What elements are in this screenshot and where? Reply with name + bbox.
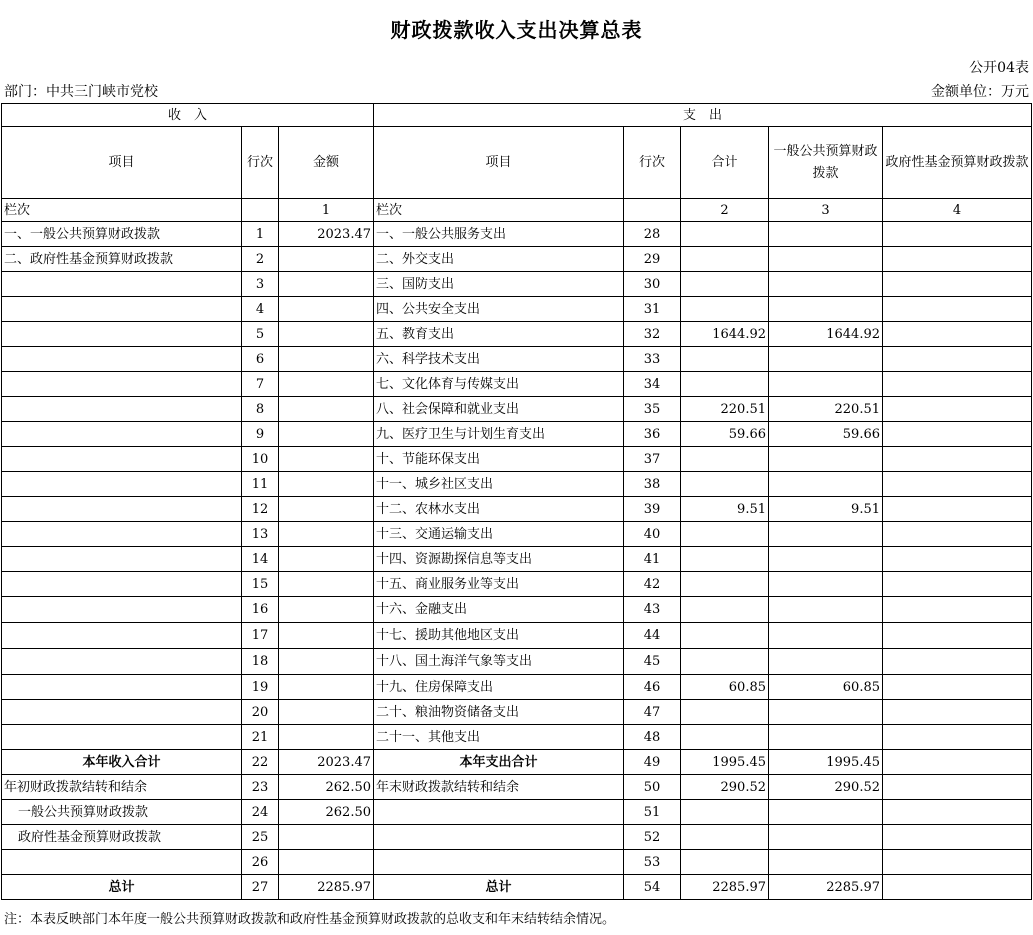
column-number-row [2,199,1032,222]
general-budget-amount-cell [769,247,883,272]
income-line-cell: 17 [242,623,279,649]
total-amount-cell [681,547,769,572]
income-item-cell: 总计 [2,875,242,900]
expense-item-cell: 七、文化体育与传媒支出 [374,372,624,397]
income-item-cell [2,497,242,522]
expense-section-header: 支 出 [374,104,1032,127]
income-item-cell [2,447,242,472]
total-amount-cell [681,247,769,272]
income-line-cell: 21 [242,725,279,750]
total-amount-cell [681,222,769,247]
general-budget-amount-cell: 1644.92 [769,322,883,347]
expense-item-cell: 十七、援助其他地区支出 [374,623,624,649]
total-amount-cell [681,800,769,825]
footnote: 注：本表反映部门本年度一般公共预算财政拨款和政府性基金预算财政拨款的总收支和年末结转结余情况。 [4,912,616,927]
gov-fund-amount-cell [883,675,1032,700]
gov-fund-amount-cell [883,297,1032,322]
total-amount-cell [681,522,769,547]
total-amount-cell [681,297,769,322]
total-amount-cell [681,597,769,623]
income-line-cell: 2 [242,247,279,272]
general-budget-amount-cell: 59.66 [769,422,883,447]
general-budget-amount-cell [769,623,883,649]
income-amount-cell [279,825,374,850]
income-item-cell [2,372,242,397]
expense-line-cell: 45 [624,649,681,675]
expense-line-cell: 49 [624,750,681,775]
gov-fund-amount-cell [883,372,1032,397]
general-budget-amount-cell [769,222,883,247]
income-amount-cell [279,447,374,472]
gov-fund-amount-cell [883,649,1032,675]
expense-line-cell: 46 [624,675,681,700]
income-line-cell: 19 [242,675,279,700]
table-row [2,222,1032,247]
income-amount-cell [279,850,374,875]
gov-fund-amount-cell [883,322,1032,347]
expense-item-cell: 二、外交支出 [374,247,624,272]
expense-item-cell: 总计 [374,875,624,900]
expense-line-cell: 38 [624,472,681,497]
column-number-1: 1 [279,199,374,222]
income-item-cell [2,649,242,675]
expense-item-cell [374,800,624,825]
expense-line-cell: 54 [624,875,681,900]
general-budget-amount-cell [769,649,883,675]
total-amount-cell: 1995.45 [681,750,769,775]
expense-line-cell: 48 [624,725,681,750]
income-item-cell [2,472,242,497]
income-line-cell: 6 [242,347,279,372]
income-item-cell [2,597,242,623]
total-amount-cell: 2285.97 [681,875,769,900]
general-budget-amount-cell: 290.52 [769,775,883,800]
total-amount-cell [681,725,769,750]
table-row [2,447,1032,472]
income-line-cell: 4 [242,297,279,322]
table-row [2,725,1032,750]
table-row [2,522,1032,547]
total-amount-cell: 9.51 [681,497,769,522]
income-amount-cell [279,522,374,547]
expense-item-header: 项目 [374,127,624,199]
expense-line-cell: 32 [624,322,681,347]
general-budget-amount-cell [769,597,883,623]
gov-fund-amount-cell [883,725,1032,750]
carryover-row [2,850,1032,875]
expense-item-cell [374,850,624,875]
column-number-3: 3 [769,199,883,222]
gov-fund-amount-cell [883,800,1032,825]
table-row [2,397,1032,422]
total-amount-cell [681,372,769,397]
expense-line-cell: 36 [624,422,681,447]
income-section-header: 收 入 [2,104,374,127]
total-amount-cell: 1644.92 [681,322,769,347]
gov-fund-amount-cell [883,247,1032,272]
general-budget-amount-cell [769,272,883,297]
table-row [2,649,1032,675]
total-amount-cell: 60.85 [681,675,769,700]
total-amount-cell [681,825,769,850]
table-row [2,472,1032,497]
expense-item-cell: 六、科学技术支出 [374,347,624,372]
expense-item-cell: 十二、农林水支出 [374,497,624,522]
general-budget-amount-cell [769,700,883,725]
expense-item-cell [374,825,624,850]
gov-fund-amount-cell [883,775,1032,800]
gov-fund-amount-cell [883,497,1032,522]
expense-item-cell: 本年支出合计 [374,750,624,775]
expense-line-cell: 40 [624,522,681,547]
table-row [2,700,1032,725]
income-amount-cell: 262.50 [279,800,374,825]
expense-line-cell: 33 [624,347,681,372]
expense-item-cell: 三、国防支出 [374,272,624,297]
expense-item-cell: 十、节能环保支出 [374,447,624,472]
income-line-cell: 9 [242,422,279,447]
expense-line-cell: 39 [624,497,681,522]
general-budget-amount-cell [769,850,883,875]
expense-line-cell: 29 [624,247,681,272]
income-item-cell [2,397,242,422]
budget-table [1,103,1032,900]
expense-line-cell: 52 [624,825,681,850]
general-budget-amount-cell: 9.51 [769,497,883,522]
carryover-row [2,800,1032,825]
table-row [2,347,1032,372]
income-amount-cell [279,322,374,347]
income-line-cell: 8 [242,397,279,422]
income-item-cell [2,725,242,750]
general-budget-amount-cell [769,547,883,572]
form-number: 公开04表 [969,60,1029,76]
income-line-cell: 20 [242,700,279,725]
income-amount-cell [279,725,374,750]
expense-line-cell: 34 [624,372,681,397]
income-amount-cell [279,472,374,497]
general-budget-amount-cell [769,472,883,497]
header-row-sections [2,104,1032,127]
income-amount-cell [279,497,374,522]
gov-fund-amount-cell [883,597,1032,623]
expense-line-cell: 53 [624,850,681,875]
total-amount-cell [681,850,769,875]
income-amount-cell [279,597,374,623]
income-line-cell: 12 [242,497,279,522]
income-item-cell [2,700,242,725]
income-item-cell [2,522,242,547]
income-item-cell [2,272,242,297]
income-amount-cell [279,397,374,422]
total-amount-cell [681,272,769,297]
income-item-cell: 政府性基金预算财政拨款 [2,825,242,850]
income-amount-cell [279,623,374,649]
income-amount-cell: 2285.97 [279,875,374,900]
income-amount-cell [279,272,374,297]
income-amount-cell [279,675,374,700]
year-total-row [2,750,1032,775]
expense-item-cell: 十八、国土海洋气象等支出 [374,649,624,675]
general-budget-amount-cell [769,522,883,547]
total-amount-cell: 220.51 [681,397,769,422]
report-title: 财政拨款收入支出决算总表 [390,18,643,42]
expense-item-cell: 十一、城乡社区支出 [374,472,624,497]
gov-fund-amount-cell [883,547,1032,572]
total-amount-cell: 290.52 [681,775,769,800]
general-budget-amount-cell: 220.51 [769,397,883,422]
expense-item-cell: 十六、金融支出 [374,597,624,623]
income-amount-cell [279,372,374,397]
general-budget-amount-cell: 2285.97 [769,875,883,900]
income-item-cell: 年初财政拨款结转和结余 [2,775,242,800]
gov-fund-header: 政府性基金预算财政拨款 [883,127,1032,199]
income-amount-cell: 2023.47 [279,750,374,775]
income-line-cell: 13 [242,522,279,547]
income-line-header: 行次 [242,127,279,199]
department-label: 部门：中共三门峡市党校 [4,84,158,100]
gov-fund-amount-cell [883,472,1032,497]
table-row [2,572,1032,597]
column-blank-cell [242,199,279,222]
carryover-row [2,775,1032,800]
expense-item-cell: 十五、商业服务业等支出 [374,572,624,597]
general-budget-amount-cell [769,447,883,472]
expense-line-cell: 35 [624,397,681,422]
income-amount-cell: 2023.47 [279,222,374,247]
expense-item-cell: 四、公共安全支出 [374,297,624,322]
expense-item-cell: 十四、资源勘探信息等支出 [374,547,624,572]
general-budget-amount-cell [769,825,883,850]
general-budget-amount-cell [769,372,883,397]
table-row [2,372,1032,397]
income-line-cell: 22 [242,750,279,775]
table-row [2,322,1032,347]
expense-line-cell: 44 [624,623,681,649]
gov-fund-amount-cell [883,447,1032,472]
total-amount-cell: 59.66 [681,422,769,447]
income-line-cell: 23 [242,775,279,800]
gov-fund-amount-cell [883,850,1032,875]
general-budget-amount-cell [769,347,883,372]
income-amount-cell [279,700,374,725]
table-row [2,547,1032,572]
carryover-row [2,825,1032,850]
income-line-cell: 26 [242,850,279,875]
income-item-cell [2,572,242,597]
table-row [2,297,1032,322]
gov-fund-amount-cell [883,222,1032,247]
expense-item-cell: 八、社会保障和就业支出 [374,397,624,422]
expense-line-cell: 41 [624,547,681,572]
income-line-cell: 10 [242,447,279,472]
income-line-cell: 7 [242,372,279,397]
income-line-cell: 15 [242,572,279,597]
gov-fund-amount-cell [883,700,1032,725]
total-amount-cell [681,572,769,597]
total-header: 合计 [681,127,769,199]
general-budget-amount-cell: 1995.45 [769,750,883,775]
total-amount-cell [681,472,769,497]
column-blank-cell [624,199,681,222]
income-amount-cell [279,297,374,322]
column-label-left: 栏次 [2,199,242,222]
income-item-cell: 一、一般公共预算财政拨款 [2,222,242,247]
expense-line-cell: 47 [624,700,681,725]
gov-fund-amount-cell [883,422,1032,447]
unit-label: 金额单位：万元 [931,84,1029,100]
expense-item-cell: 年末财政拨款结转和结余 [374,775,624,800]
expense-item-cell: 十三、交通运输支出 [374,522,624,547]
expense-line-cell: 37 [624,447,681,472]
expense-line-cell: 30 [624,272,681,297]
header-row-columns [2,127,1032,199]
table-row [2,422,1032,447]
income-item-cell [2,850,242,875]
income-line-cell: 5 [242,322,279,347]
income-item-cell: 二、政府性基金预算财政拨款 [2,247,242,272]
total-amount-cell [681,347,769,372]
table-row [2,623,1032,649]
income-line-cell: 14 [242,547,279,572]
income-amount-cell [279,547,374,572]
gov-fund-amount-cell [883,347,1032,372]
income-item-cell [2,675,242,700]
expense-line-cell: 51 [624,800,681,825]
gov-fund-amount-cell [883,875,1032,900]
income-line-cell: 1 [242,222,279,247]
income-item-cell: 一般公共预算财政拨款 [2,800,242,825]
expense-item-cell: 二十、粮油物资储备支出 [374,700,624,725]
gov-fund-amount-cell [883,750,1032,775]
expense-item-cell: 二十一、其他支出 [374,725,624,750]
total-amount-cell [681,649,769,675]
general-budget-amount-cell [769,297,883,322]
expense-line-cell: 43 [624,597,681,623]
income-item-cell [2,623,242,649]
income-amount-cell [279,572,374,597]
income-line-cell: 18 [242,649,279,675]
gov-fund-amount-cell [883,572,1032,597]
income-amount-cell [279,649,374,675]
income-item-header: 项目 [2,127,242,199]
total-amount-cell [681,447,769,472]
income-amount-cell [279,347,374,372]
grand-total-row [2,875,1032,900]
total-amount-cell [681,623,769,649]
column-number-4: 4 [883,199,1032,222]
table-row [2,247,1032,272]
total-amount-cell [681,700,769,725]
expense-item-cell: 五、教育支出 [374,322,624,347]
income-line-cell: 24 [242,800,279,825]
table-row [2,597,1032,623]
expense-line-cell: 31 [624,297,681,322]
gov-fund-amount-cell [883,623,1032,649]
table-row [2,497,1032,522]
income-amount-header: 金额 [279,127,374,199]
expense-line-cell: 50 [624,775,681,800]
income-item-cell [2,322,242,347]
income-item-cell [2,422,242,447]
expense-item-cell: 一、一般公共服务支出 [374,222,624,247]
expense-line-cell: 28 [624,222,681,247]
general-budget-amount-cell: 60.85 [769,675,883,700]
income-amount-cell [279,247,374,272]
income-item-cell [2,547,242,572]
expense-line-cell: 42 [624,572,681,597]
income-line-cell: 11 [242,472,279,497]
income-amount-cell [279,422,374,447]
expense-item-cell: 十九、住房保障支出 [374,675,624,700]
column-label-right: 栏次 [374,199,624,222]
gov-fund-amount-cell [883,522,1032,547]
expense-line-header: 行次 [624,127,681,199]
income-line-cell: 16 [242,597,279,623]
general-budget-amount-cell [769,800,883,825]
income-item-cell: 本年收入合计 [2,750,242,775]
general-budget-header: 一般公共预算财政拨款 [769,127,883,199]
income-line-cell: 27 [242,875,279,900]
gov-fund-amount-cell [883,825,1032,850]
table-row [2,272,1032,297]
gov-fund-amount-cell [883,272,1032,297]
gov-fund-amount-cell [883,397,1032,422]
expense-item-cell: 九、医疗卫生与计划生育支出 [374,422,624,447]
income-line-cell: 25 [242,825,279,850]
table-row [2,675,1032,700]
general-budget-amount-cell [769,725,883,750]
income-item-cell [2,297,242,322]
income-amount-cell: 262.50 [279,775,374,800]
income-line-cell: 3 [242,272,279,297]
column-number-2: 2 [681,199,769,222]
general-budget-amount-cell [769,572,883,597]
income-item-cell [2,347,242,372]
